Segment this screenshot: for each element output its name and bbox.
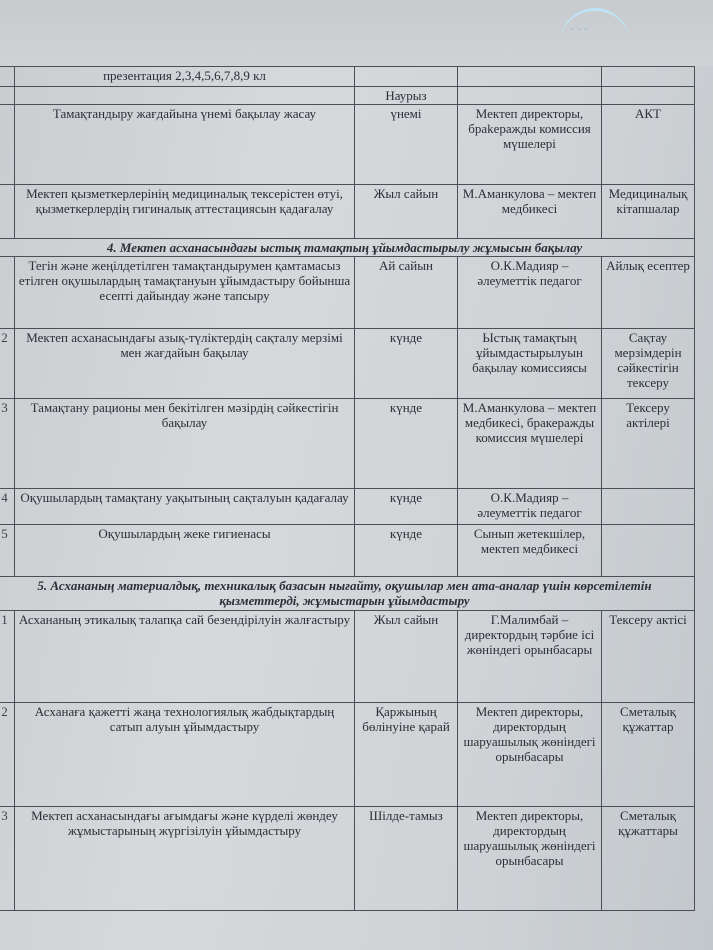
cell-time: Наурыз [355, 87, 458, 105]
table-row [0, 489, 695, 525]
logo-text: ~ ~ ~ [570, 25, 589, 34]
cell-responsible: Сынып жетекшілер, мектеп медбикесі [458, 525, 602, 577]
cell-number [0, 185, 15, 239]
table-row [0, 185, 695, 239]
cell-number [0, 105, 15, 185]
section-heading-row [0, 239, 695, 257]
cell-document [602, 87, 695, 105]
cell-time: үнемі [355, 105, 458, 185]
cell-responsible: О.К.Мадияр – әлеуметтік педагог [458, 489, 602, 525]
cell-number: 5 [0, 525, 15, 577]
cell-task: Тамақтандыру жағдайына үнемі бақылау жасау [15, 105, 355, 185]
cell-number: 3 [0, 399, 15, 489]
cell-responsible: М.Аманкулова – мектеп медбикесі, бракеражды комиссия мүшелері [458, 399, 602, 489]
work-plan-table [0, 66, 695, 911]
cell-time: Жыл сайын [355, 611, 458, 703]
table-row [0, 105, 695, 185]
cell-responsible [458, 67, 602, 87]
cell-time: күнде [355, 329, 458, 399]
cell-document: АКТ [602, 105, 695, 185]
table-row [0, 703, 695, 807]
cell-task: Тамақтану рационы мен бекітілген мәзірдің сәйкестігін бақылау [15, 399, 355, 489]
cell-task: Асхананың этикалық талапқа сай безендірілуін жалғастыру [15, 611, 355, 703]
table-row [0, 87, 695, 105]
cell-responsible: М.Аманкулова – мектеп медбикесі [458, 185, 602, 239]
cell-time: Жыл сайын [355, 185, 458, 239]
cell-responsible: О.К.Мадияр – әлеуметтік педагог [458, 257, 602, 329]
cell-document [602, 525, 695, 577]
cell-number [0, 87, 15, 105]
cell-responsible: Г.Малимбай – директордың тәрбие ісі жөніндегі орынбасары [458, 611, 602, 703]
cell-document: Тексеру актілері [602, 399, 695, 489]
cell-time [355, 67, 458, 87]
table-row [0, 329, 695, 399]
cell-task: Тегін және жеңілдетілген тамақтандырумен қамтамасыз етілген оқушылардың тамақтануын ұйымдастыру бойынша есепті дайындау және тапсыру [15, 257, 355, 329]
section-4-title: 4. Мектеп асханасындағы ыстық тамақтың ұйымдастырылу жұмысын бақылау [0, 239, 695, 257]
cell-task: Оқушылардың тамақтану уақытының сақталуын қадағалау [15, 489, 355, 525]
cell-task: Асханаға қажетті жаңа технологиялық жабдықтардың сатып алуын ұйымдастыру [15, 703, 355, 807]
table-row [0, 67, 695, 87]
cell-document: Сметалық құжаттар [602, 703, 695, 807]
cell-task [15, 87, 355, 105]
cell-document: Медициналық кітапшалар [602, 185, 695, 239]
cell-time: күнде [355, 489, 458, 525]
cell-document: Айлық есептер [602, 257, 695, 329]
cell-responsible: Мектеп директоры, директордың шаруашылық жөніндегі орынбасары [458, 807, 602, 911]
cell-document: Сақтау мерзімдерін сәйкестігін тексеру [602, 329, 695, 399]
cell-number: 3 [0, 807, 15, 911]
cell-number: 4 [0, 489, 15, 525]
cell-time: Ай сайын [355, 257, 458, 329]
section-5-title: 5. Асхананың материалдық, техникалық базасын нығайту, оқушылар мен ата-аналар үшін көрсетілетін қызметтерді, жұмыстарын ұйымдастыру [0, 577, 695, 611]
cell-task: Оқушылардың жеке гигиенасы [15, 525, 355, 577]
cell-time: Қаржының бөлінуіне қарай [355, 703, 458, 807]
cell-number: 2 [0, 703, 15, 807]
section-heading-row [0, 577, 695, 611]
cell-document: Сметалық құжаттары [602, 807, 695, 911]
cell-task: Мектеп қызметкерлерінің медициналық тексерістен өтуі, қызметкерлердің гигиналық аттестациясын қадағалау [15, 185, 355, 239]
table-row [0, 257, 695, 329]
cell-responsible: Ыстық тамақтың ұйымдастырылуын бақылау комиссиясы [458, 329, 602, 399]
cell-number: 2 [0, 329, 15, 399]
cell-number: 1 [0, 611, 15, 703]
table-row [0, 807, 695, 911]
cell-task: презентация 2,3,4,5,6,7,8,9 кл [15, 67, 355, 87]
cell-number [0, 257, 15, 329]
table-row [0, 611, 695, 703]
table-row [0, 525, 695, 577]
cell-responsible: Мектеп директоры, брakeражды комиссия мүшелері [458, 105, 602, 185]
cell-document: Тексеру актісі [602, 611, 695, 703]
cell-document [602, 489, 695, 525]
cell-time: күнде [355, 399, 458, 489]
cell-responsible: Мектеп директоры, директордың шаруашылық жөніндегі орынбасары [458, 703, 602, 807]
table-row [0, 399, 695, 489]
cell-document [602, 67, 695, 87]
cell-time: Шілде-тамыз [355, 807, 458, 911]
cell-task: Мектеп асханасындағы ағымдағы және күрделі жөндеу жұмыстарының жүргізілуін ұйымдастыру [15, 807, 355, 911]
cell-number [0, 67, 15, 87]
cell-task: Мектеп асханасындағы азық-түліктердің сақталу мерзімі мен жағдайын бақылау [15, 329, 355, 399]
cell-responsible [458, 87, 602, 105]
cell-time: күнде [355, 525, 458, 577]
